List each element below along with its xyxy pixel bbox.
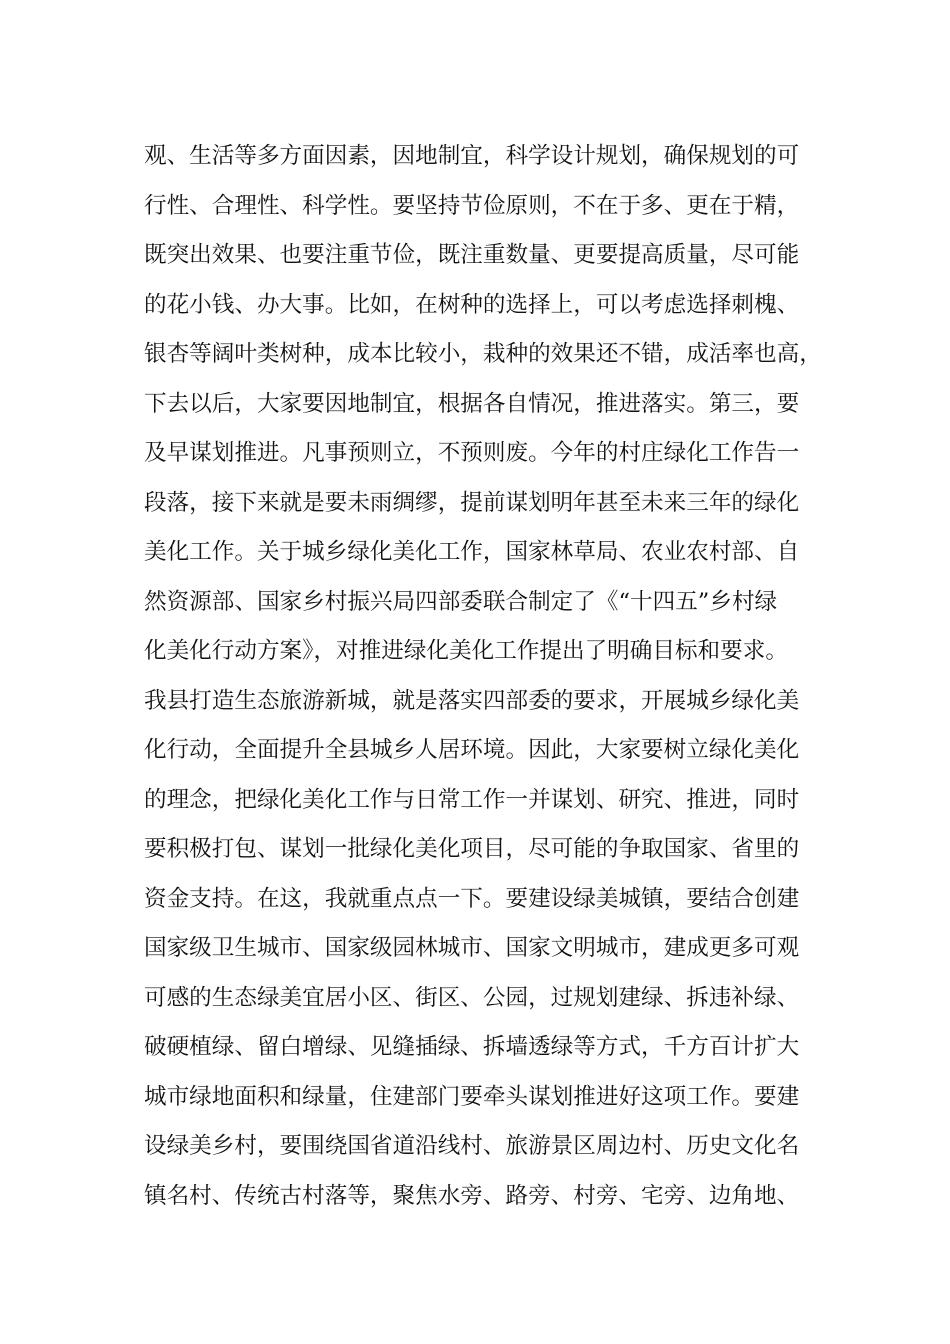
text-line-22: 镇名村、传统古村落等，聚焦水旁、路旁、村旁、宅旁、边角地、 — [144, 1182, 800, 1209]
text-line-1: 观、生活等多方面因素，因地制宜，科学设计规划，确保规划的可 — [144, 143, 800, 169]
text-line-7: 及早谋划推进。凡事预则立，不预则废。今年的村庄绿化工作告一 — [144, 440, 800, 466]
text-line-18: 可感的生态绿美宜居小区、街区、公园，过规划建绿、拆违补绿、 — [144, 984, 800, 1011]
text-line-20: 城市绿地面积和绿量，住建部门要牵头谋划推进好这项工作。要建 — [144, 1083, 800, 1110]
text-line-16: 资金支持。在这，我就重点点一下。要建设绿美城镇，要结合创建 — [144, 885, 800, 912]
text-line-4: 的花小钱、办大事。比如，在树种的选择上，可以考虑选择刺槐、 — [144, 291, 800, 318]
text-line-14: 的理念，把绿化美化工作与日常工作一并谋划、研究、推进，同时 — [144, 786, 800, 813]
text-line-6: 下去以后，大家要因地制宜，根据各自情况，推进落实。第三，要 — [144, 390, 800, 417]
text-line-11: 化美化行动方案》，对推进绿化美化工作提出了明确目标和要求。 — [144, 638, 788, 664]
body-text — [144, 132, 844, 1221]
text-line-19: 破硬植绿、留白增绿、见缝插绿、拆墙透绿等方式，千方百计扩大 — [144, 1034, 800, 1060]
text-line-21: 设绿美乡村，要围绕国省道沿线村、旅游景区周边村、历史文化名 — [144, 1133, 800, 1159]
text-line-2: 行性、合理性、科学性。要坚持节俭原则，不在于多、更在于精， — [144, 192, 800, 219]
text-line-10: 然资源部、国家乡村振兴局四部委联合制定了《“十四五”乡村绿 — [144, 588, 778, 615]
text-line-9: 美化工作。关于城乡绿化美化工作，国家林草局、农业农村部、自 — [144, 539, 800, 565]
text-line-5: 银杏等阔叶类树种，成本比较小，栽种的效果还不错，成活率也高， — [144, 341, 822, 367]
text-line-3: 既突出效果、也要注重节俭，既注重数量、更要提高质量，尽可能 — [144, 242, 800, 268]
text-line-17: 国家级卫生城市、国家级园林城市、国家文明城市，建成更多可观 — [144, 935, 800, 961]
text-line-12: 我县打造生态旅游新城，就是落实四部委的要求，开展城乡绿化美 — [144, 687, 800, 714]
text-line-8: 段落，接下来就是要未雨绸缪，提前谋划明年甚至未来三年的绿化 — [144, 489, 800, 516]
text-line-15: 要积极打包、谋划一批绿化美化项目，尽可能的争取国家、省里的 — [144, 836, 800, 862]
text-line-13: 化行动，全面提升全县城乡人居环境。因此，大家要树立绿化美化 — [144, 737, 800, 763]
